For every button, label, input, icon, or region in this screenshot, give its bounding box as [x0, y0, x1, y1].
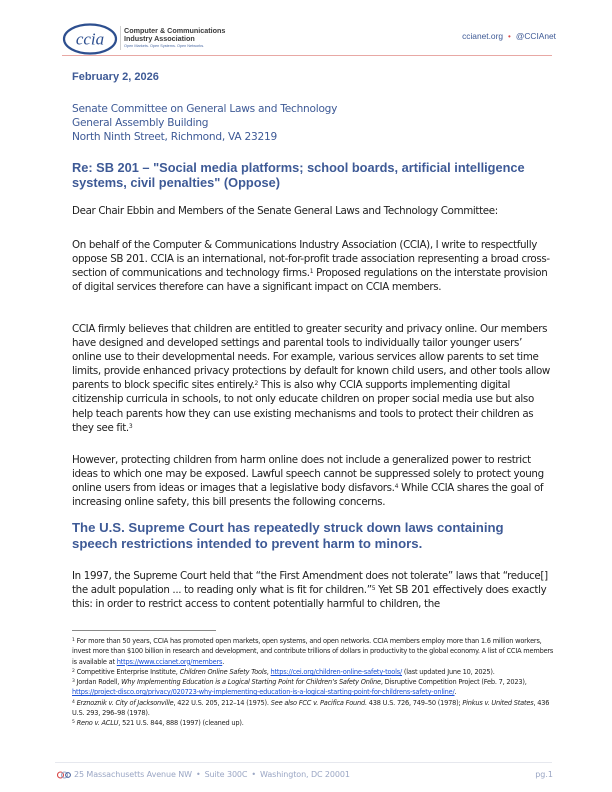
header-rule	[62, 55, 552, 56]
footnote-divider	[72, 630, 216, 631]
footnote-item: $^5$ Reno v. ACLU, 521 U.S. 844, 888 (1997) (cleaned up).	[72, 719, 244, 728]
footnote-item: $^3$ Jordan Rodell, Why Implementing Education is a Logical Starting Point for Children’s Safety Online, Disruptive Competition Project (Feb. 7, 2023), https://project-disco.org/privacy/020723-why-implementing-education-is-a-logical-starting-point-for-childrens-safety-online/.	[72, 678, 527, 697]
footnote-ref[interactable]: 2	[254, 380, 258, 388]
footer-address: 25 Massachusetts Avenue NW • Suite 300C • Washington, DC 20001	[74, 770, 350, 779]
footnote-ref[interactable]: 1	[309, 268, 314, 276]
footnote-ref[interactable]: 5	[371, 585, 376, 593]
header-links	[462, 31, 556, 41]
paragraph-concerns: However, protecting children from harm online does not include a generalized power to restrict ideas to which one may be exposed. Lawful speech cannot be suppressed solely to protect young online users from ideas or images that a legislative body disfavors.$^4$ While CCIA shares the goal of increasing online safety, this bill presents the following concerns.	[72, 454, 544, 509]
logo-divider	[120, 26, 121, 50]
footnote-item: $^2$ Competitive Enterprise Institute, Children Online Safety Tools, https://cei.org/children-online-safety-tools/ (last updated June 10, 2025).	[72, 667, 495, 676]
logo-wordmark: ccia	[75, 29, 105, 49]
paragraph-intro: On behalf of the Computer & Communications Industry Association (CCIA), I write to respectfully oppose SB 201. CCIA is an international, not-for-profit trade association representing a broad cross-section of communications and technology firms.$^1$ Proposed regulations on the interstate provision of digital services therefore can have a significant impact on CCIA members.	[72, 239, 550, 294]
recipient-address	[72, 102, 337, 144]
letter-date: February 2, 2026	[72, 71, 159, 83]
org-name-line1: Computer & Communications	[124, 26, 226, 35]
address-line: Senate Committee on General Laws and Technology	[72, 103, 338, 115]
section-heading: The U.S. Supreme Court has repeatedly struck down laws containing speech restrictions intended to prevent harm to minors.	[72, 520, 504, 551]
footnote-ref[interactable]: 4	[394, 483, 399, 491]
address-line: North Ninth Street, Richmond, VA 23219	[72, 131, 277, 143]
footnotes	[72, 636, 556, 729]
org-name-line2: Industry Association	[124, 34, 195, 44]
footnote-link[interactable]: https://project-disco.org/privacy/020723-why-implementing-education-is-a-logical-starting-point-for-childrens-safety-online/	[72, 688, 455, 697]
salutation: Dear Chair Ebbin and Members of the Senate General Laws and Technology Committee:	[72, 205, 498, 217]
org-name	[124, 27, 225, 48]
address-line: General Assembly Building	[72, 117, 209, 129]
footnote-link[interactable]: https://www.ccianet.org/members	[116, 657, 223, 666]
paragraph-child-safety: CCIA firmly believes that children are entitled to greater security and privacy online. Our members have designed and developed settings and parental tools to individually tailor younger users’ online use to their developmental needs. For example, various services allow parents to set time limits, provide enhanced privacy protections by default for known child users, and other tools allow parents to block specific sites entirely.$^2$ This is also why CCIA supports implementing digital citizenship curricula in schools, to not only educate children on proper social media use but also help teach parents how they can use existing mechanisms and tools to protect their children as they see fit.$^3$	[72, 323, 551, 434]
header-separator: •	[508, 32, 511, 41]
footnote-item: $^1$ For more than 50 years, CCIA has promoted open markets, open systems, and open networks. CCIA members employ more than 1.6 million workers, invest more than $100 billion in research and development, and contribute trillions of dollars in productivity to the global economy. A list of CCIA members is available at https://www.ccianet.org/members.	[72, 637, 554, 666]
website-link[interactable]: ccianet.org	[462, 31, 504, 41]
ccia-logo-icon	[62, 22, 118, 56]
footnote-link[interactable]: https://cei.org/children-online-safety-tools/	[270, 667, 403, 676]
footnote-ref[interactable]: 3	[128, 422, 133, 430]
letterhead	[0, 0, 612, 60]
re-line: Re: SB 201 – "Social media platforms; school boards, artificial intelligence systems, civil penalties" (Oppose)	[72, 160, 525, 190]
footnote-item: $^4$ Erznoznik v. City of Jacksonville, 422 U.S. 205, 212–14 (1975). See also FCC v. Pacifica Found. 438 U.S. 726, 749–50 (1978); Pinkus v. United States, 436 U.S. 293, 296–98 (1978).	[72, 698, 550, 718]
org-tagline: Open Markets. Open Systems. Open Networks.	[124, 44, 205, 49]
footer-rule	[55, 762, 552, 763]
footer-logo-icon	[57, 771, 71, 779]
paragraph-supreme-court: In 1997, the Supreme Court held that “the First Amendment does not tolerate” laws that “reduce[] the adult population ... to reading only what is fit for children.”$^5$ Yet SB 201 effectively does exactly this: in order to restrict access to content potentially harmful to children, the	[72, 570, 548, 611]
social-handle-link[interactable]: @CCIAnet	[515, 31, 556, 41]
page-number: pg.1	[535, 770, 553, 779]
